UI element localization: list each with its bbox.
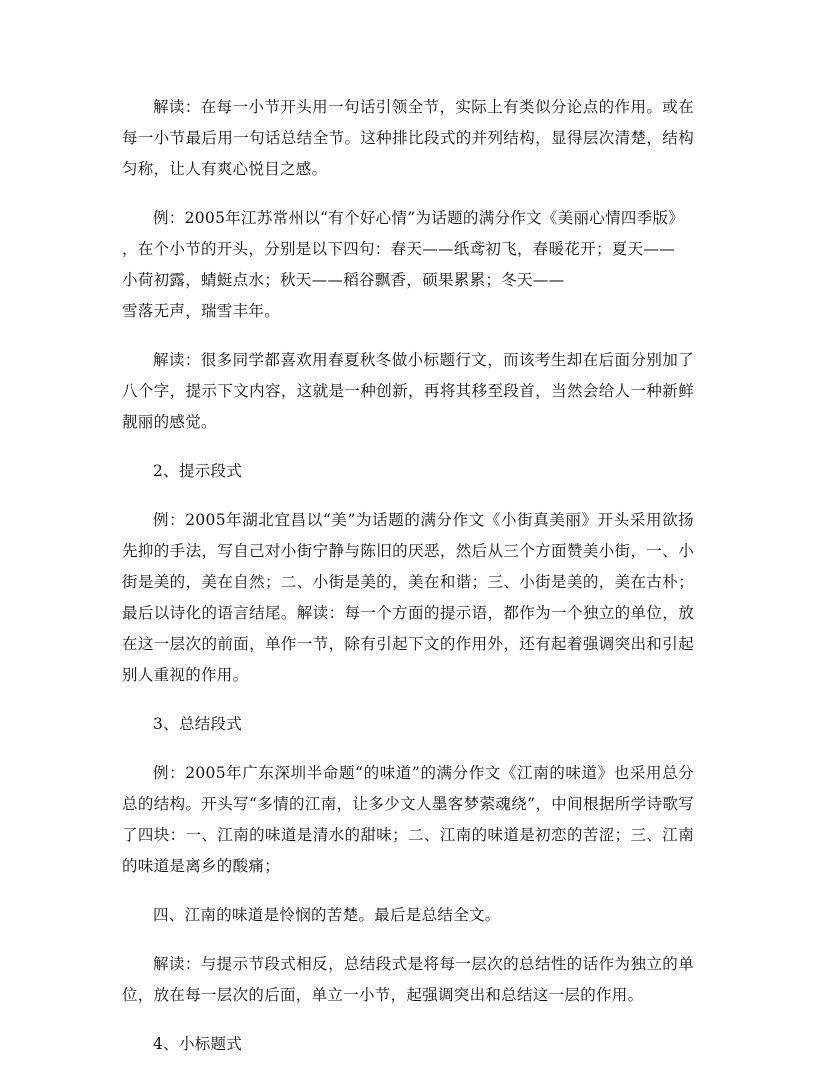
- paragraph-fourth-point: 四、江南的味道是怜悯的苦楚。最后是总结全文。: [153, 906, 501, 924]
- example-line-2: ，在个小节的开头，分别是以下四句：春天——纸鸢初飞，春暖花开；夏天——: [122, 240, 676, 258]
- paragraph-interpretation-2: 解读：很多同学都喜欢用春夏秋冬做小标题行文，而该考生却在后面分别加了八个字，提示下文内容，这就是一种创新，再将其移至段首，当然会给人一种新鲜靓丽的感觉。: [122, 351, 694, 431]
- paragraph-interpretation-1: 解读：在每一小节开头用一句话引领全节，实际上有类似分论点的作用。或在每一小节最后用一句话总结全节。这种排比段式的并列结构，显得层次清楚，结构匀称，让人有爽心悦目之感。: [122, 98, 694, 178]
- example-line-1: 例：2005年江苏常州以“有个好心情”为话题的满分作文《美丽心情四季版》: [153, 209, 685, 227]
- example-line-3: 小荷初露，蜻蜓点水；秋天——稻谷飘香，硕果累累；冬天——: [122, 271, 565, 289]
- document-page: [122, 92, 694, 1078]
- paragraph-example-changzhou: [122, 203, 694, 327]
- section-heading-prompt-style: 2、提示段式: [153, 462, 243, 480]
- paragraph-example-yichang: 例：2005年湖北宜昌以“美”为话题的满分作文《小街真美丽》开头采用欲扬先抑的手法，写自己对小街宁静与陈旧的厌恶，然后从三个方面赞美小街，一、小街是美的，美在自然；二、小街是美的，美在和谐；三、小街是美的，美在古朴；最后以诗化的语言结尾。解读：每一个方面的提示语，都作为一个独立的单位，放在这一层次的前面，单作一节，除有引起下文的作用外，还有起着强调突出和引起别人重视的作用。: [122, 511, 694, 684]
- example-line-4: 雪落无声，瑞雪丰年。: [122, 302, 281, 320]
- paragraph-example-shenzhen: 例：2005年广东深圳半命题“的味道”的满分作文《江南的味道》也采用总分总的结构。开头写“多情的江南，让多少文人墨客梦萦魂绕”，中间根据所学诗歌写了四块：一、江南的味道是清水的甜味；二、江南的味道是初恋的苦涩；三、江南的味道是离乡的酸痛；: [122, 764, 694, 875]
- section-heading-summary-style: 3、总结段式: [153, 715, 243, 733]
- section-heading-subtitle-style: 4、小标题式: [153, 1035, 243, 1053]
- paragraph-interpretation-3: 解读：与提示节段式相反，总结段式是将每一层次的总结性的话作为独立的单位，放在每一层次的后面，单立一小节，起强调突出和总结这一层的作用。: [122, 955, 694, 1004]
